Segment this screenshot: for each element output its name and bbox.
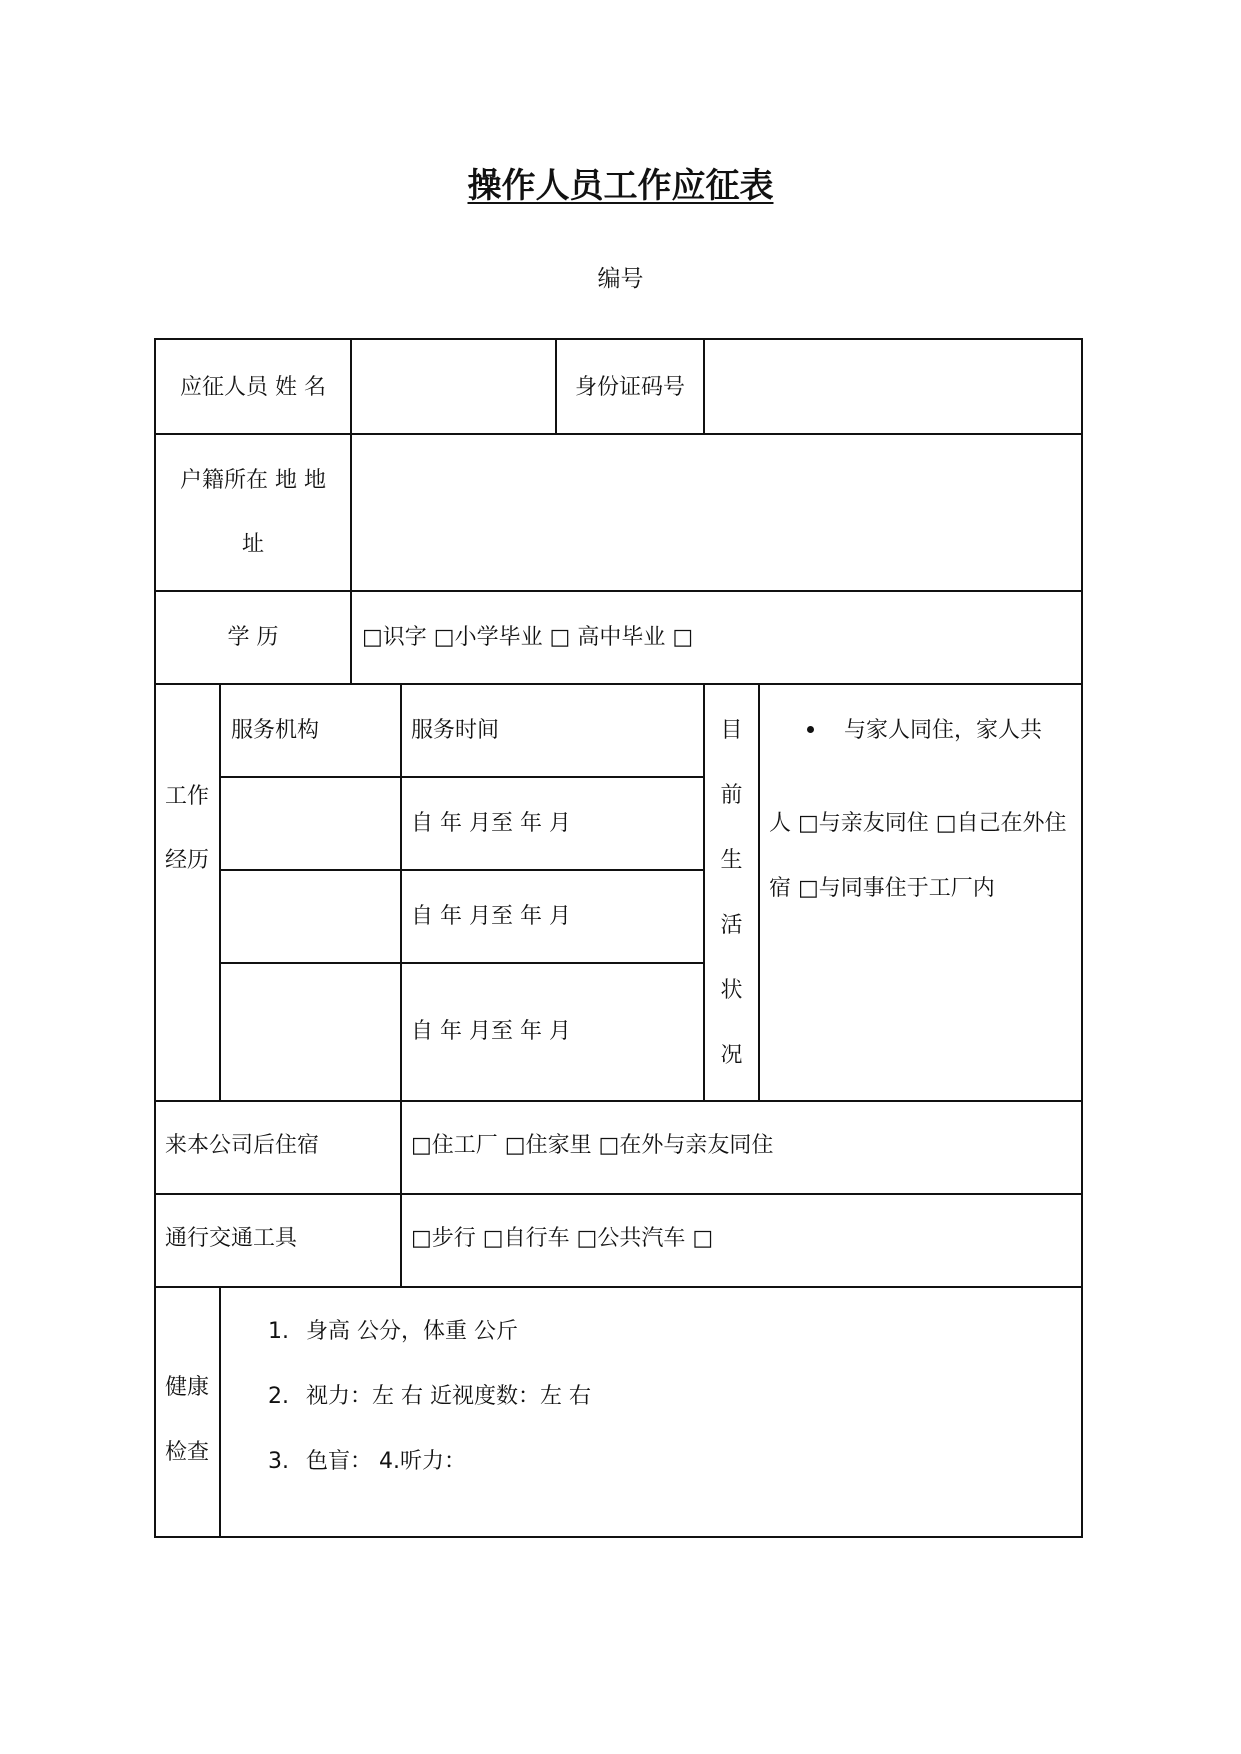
work-row-divider <box>220 869 704 871</box>
table-border-top <box>154 338 1083 340</box>
health-check-label: 健康 <box>165 1375 210 1400</box>
living-status-char: 前 <box>720 783 743 808</box>
work-history-label: 工作 <box>165 784 210 809</box>
row-divider <box>154 1193 1083 1195</box>
serial-number-label: 编号 <box>597 266 644 292</box>
row-divider <box>154 433 1083 435</box>
col-divider <box>350 590 352 683</box>
health-item-text: 身高 公分，体重 公斤 <box>306 1319 518 1344</box>
health-check-label-cont: 检查 <box>165 1440 210 1465</box>
service-time-row-1: 自 年 月至 年 月 <box>411 811 571 836</box>
col-divider <box>703 338 705 433</box>
health-item-number: 1. <box>268 1319 289 1344</box>
col-divider <box>758 683 760 1100</box>
work-history-label-cont: 经历 <box>165 848 210 873</box>
row-divider <box>154 590 1083 592</box>
work-row-divider <box>220 776 704 778</box>
health-item-text: 色盲： 4.听力： <box>306 1449 466 1474</box>
row-divider <box>154 1286 1083 1288</box>
health-item-number: 2. <box>268 1384 289 1409</box>
living-options-line-1: 与家人同住，家人共 <box>807 716 1042 746</box>
living-status-char: 况 <box>720 1043 743 1068</box>
applicant-name-label: 应征人员 姓 名 <box>180 375 326 400</box>
accommodation-label: 来本公司后住宿 <box>165 1133 320 1158</box>
col-divider <box>400 1100 402 1286</box>
education-options: □识字 □小学毕业 □ 高中毕业 □ <box>362 625 694 650</box>
table-border-left <box>154 338 156 1538</box>
row-divider <box>154 683 1083 685</box>
col-divider <box>400 683 402 1100</box>
living-options-line-2: 人 □与亲友同住 □自己在外住 <box>769 811 1067 836</box>
col-divider <box>219 683 221 1100</box>
document-title: 操作人员工作应征表 <box>467 166 774 206</box>
service-time-header: 服务时间 <box>411 718 500 743</box>
service-time-row-2: 自 年 月至 年 月 <box>411 904 571 929</box>
health-item-number: 3. <box>268 1449 289 1474</box>
transport-label: 通行交通工具 <box>165 1226 298 1251</box>
education-label: 学 历 <box>227 625 279 650</box>
service-time-row-3: 自 年 月至 年 月 <box>411 1019 571 1044</box>
accommodation-options: □住工厂 □住家里 □在外与亲友同住 <box>411 1133 774 1158</box>
table-border-right <box>1081 338 1083 1538</box>
col-divider <box>219 1286 221 1538</box>
health-item-text: 视力：左 右 近视度数：左 右 <box>306 1384 591 1409</box>
living-status-char: 生 <box>720 848 743 873</box>
work-row-divider <box>220 962 704 964</box>
household-address-label-cont: 址 <box>241 532 264 557</box>
row-divider <box>154 1100 1083 1102</box>
transport-options: □步行 □自行车 □公共汽车 □ <box>411 1226 714 1251</box>
living-status-char: 目 <box>720 718 743 743</box>
living-status-char: 活 <box>720 913 743 938</box>
living-status-char: 状 <box>720 978 743 1003</box>
household-address-label: 户籍所在 地 地 <box>180 468 326 493</box>
col-divider <box>350 338 352 590</box>
table-border-bottom <box>154 1536 1083 1538</box>
service-org-header: 服务机构 <box>231 718 320 743</box>
living-options-line-3: 宿 □与同事住于工厂内 <box>769 876 995 901</box>
id-number-label: 身份证码号 <box>574 375 685 400</box>
